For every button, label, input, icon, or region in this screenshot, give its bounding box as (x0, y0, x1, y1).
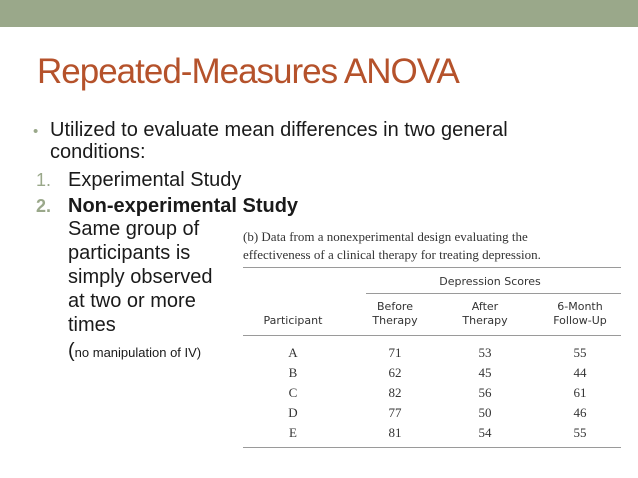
list-item-2-number: 2. (36, 196, 52, 216)
desc-note (68, 339, 201, 365)
cell-before: 71 (388, 345, 402, 360)
group-header: Depression Scores (439, 275, 541, 288)
cell-participant: E (289, 425, 297, 440)
cell-before: 82 (388, 385, 402, 400)
bullet-line-2: conditions: (50, 141, 146, 163)
cell-participant: A (288, 345, 298, 360)
cell-followup: 55 (573, 425, 587, 440)
cell-participant: B (288, 365, 298, 380)
desc-line-3: simply observed (68, 266, 213, 288)
cell-followup: 44 (573, 365, 587, 380)
list-item-2 (36, 194, 298, 218)
table-bottom-rule (243, 447, 621, 448)
list-item-1-text: Experimental Study (68, 169, 242, 191)
cell-participant: C (288, 385, 298, 400)
desc-line-2: participants is (68, 242, 191, 264)
cell-followup: 61 (573, 385, 587, 400)
cell-before: 62 (388, 365, 402, 380)
table-top-rule (243, 267, 621, 268)
cell-after: 50 (478, 405, 492, 420)
cell-after: 56 (478, 385, 492, 400)
header-bottom-rule (243, 335, 621, 336)
col-header-followup: 6-Month Follow-Up (553, 300, 607, 327)
col-header-after: After Therapy (462, 300, 508, 327)
cell-followup: 46 (573, 405, 587, 420)
caption-line-2: effectiveness of a clinical therapy for treating depression. (243, 247, 541, 262)
top-band (0, 0, 638, 27)
cell-after: 54 (478, 425, 492, 440)
col-header-before: Before Therapy (372, 300, 418, 327)
list-item-1 (36, 168, 241, 192)
list-item-1-number: 1. (36, 170, 52, 190)
desc-line-5: times (68, 314, 116, 336)
cell-after: 53 (478, 345, 492, 360)
cell-participant: D (288, 405, 298, 420)
cell-before: 81 (388, 425, 402, 440)
slide-title: Repeated-Measures ANOVA (37, 52, 459, 91)
caption-line-1: (b) Data from a nonexperimental design evaluating the (243, 229, 528, 244)
table-caption (243, 228, 623, 264)
cell-after: 45 (478, 365, 492, 380)
bullet-text-1: Utilized to evaluate mean differences in two general (50, 119, 508, 141)
bullet-marker: • (33, 123, 39, 140)
desc-line-1: Same group of (68, 218, 200, 240)
group-header-rule (366, 293, 621, 294)
cell-before: 77 (388, 405, 402, 420)
note-paren: ( (68, 340, 75, 362)
col-header-participant: Participant (263, 314, 323, 327)
list-item-2-text: Non-experimental Study (68, 195, 299, 217)
desc-line-4: at two or more (68, 290, 196, 312)
cell-followup: 55 (573, 345, 587, 360)
note-text: no manipulation of IV) (74, 345, 202, 360)
